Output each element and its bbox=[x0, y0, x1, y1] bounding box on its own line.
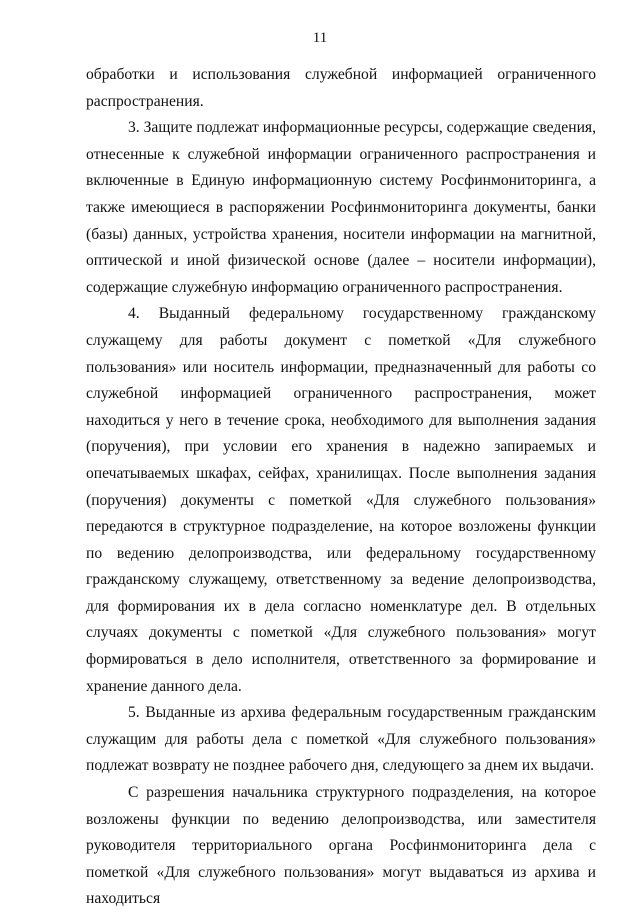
paragraph-continuation: обработки и использования служебной информацией ограниченного распространения. bbox=[86, 66, 596, 110]
page-number: 11 bbox=[312, 30, 328, 46]
paragraph-permission: С разрешения начальника структурного подразделения, на которое возложены функции по ведению делопроизводства, или заместителя руководителя территориального органа Росфинмониторинга дела с пометкой «Для служебного пользования» могут выдаваться из архива и находиться bbox=[86, 784, 596, 908]
document-body bbox=[86, 62, 596, 913]
paragraph-item-5: 5. Выданные из архива федеральным государственным гражданским служащим для работы дела с пометкой «Для служебного пользования» подлежат возврату не позднее рабочего дня, следующего за днем их выдачи. bbox=[86, 704, 596, 775]
paragraph-item-3: 3. Защите подлежат информационные ресурсы, содержащие сведения, отнесенные к служебной информации ограниченного распространения и включенные в Единую информационную систему Росфинмониторинга, а также имеющиеся в распоряжении Росфинмониторинга документы, банки (базы) данных, устройства хранения, носители информации на магнитной, оптической и иной физической основе (далее – носители информации), содержащие служебную информацию ограниченного распространения. bbox=[86, 119, 596, 296]
paragraph-item-4: 4. Выданный федеральному государственному гражданскому служащему для работы документ с пометкой «Для служебного пользования» или носитель информации, предназначенный для работы со служебной информацией ограниченного распространения, может находиться у него в течение срока, необходимого для выполнения задания (поручения), при условии его хранения в надежно запираемых и опечатываемых шкафах, сейфах, хранилищах. После выполнения задания (поручения) документы с пометкой «Для служебного пользования» передаются в структурное подразделение, на которое возложены функции по ведению делопроизводства, или федеральному государственному гражданскому служащему, ответственному за ведение делопроизводства, для формирования их в дела согласно номенклатуре дел. В отдельных случаях документы с пометкой «Для служебного пользования» могут формироваться в дело исполнителя, ответственного за формирование и хранение данного дела. bbox=[86, 305, 596, 695]
